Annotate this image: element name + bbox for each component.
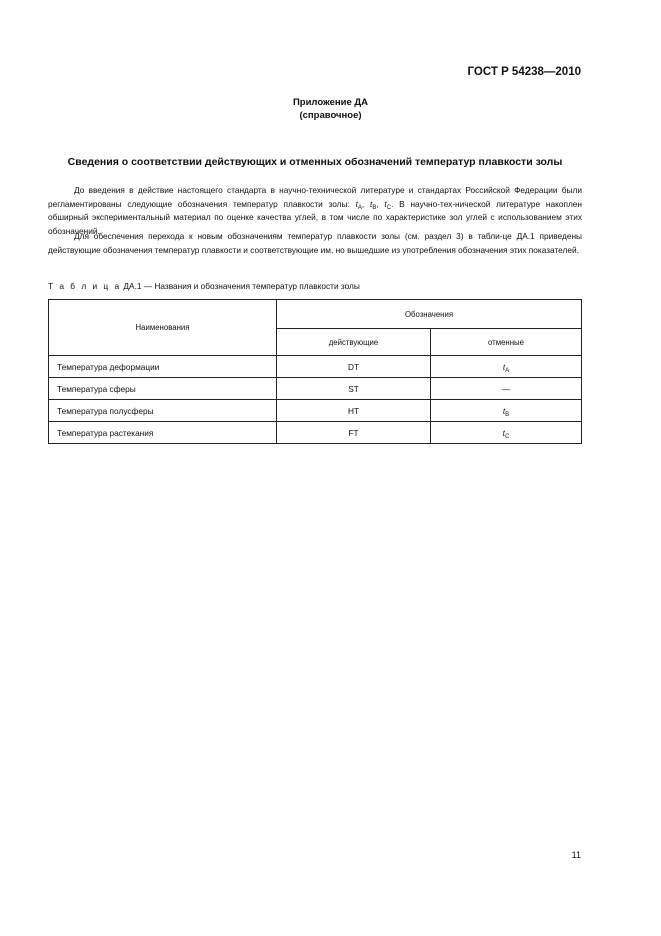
row-old: — [431,378,582,400]
table-row [49,400,582,422]
row-old [431,400,582,422]
paragraph-2 [48,230,582,257]
table-caption [48,281,360,291]
col-header-current: действующие [277,329,431,356]
col-header-name: Наименования [49,300,277,356]
symbol-sub: C [386,204,392,211]
row-current: DT [277,356,431,378]
col-header-group: Обозначения [277,300,582,329]
col-header-old: отменные [431,329,582,356]
row-old [431,422,582,444]
symbol-sub: C [504,433,510,440]
appendix-label: Приложение ДА [292,97,369,108]
section-title: Сведения о соответствии действующих и отменных обозначений температур плавкости золы [67,156,563,168]
appendix-kind: (справочное) [299,110,362,121]
symbol-separator: , [376,198,385,209]
symbol-t: t [384,198,387,209]
row-old [431,356,582,378]
appendix-heading [0,96,661,122]
paragraph-1-text-a: До введения в действие настоящего стандарта в научно-технической литературе и стандартах Российской Федерации были регламентированы следующие обозначения температур плавкости золы: [48,185,582,209]
symbol-t: t [370,198,373,209]
symbol-sub: A [357,204,362,211]
row-name: Температура полусферы [49,400,277,422]
row-name: Температура деформации [49,356,277,378]
paragraph-2-text: Для обеспечения перехода к новым обозначениям температур плавкости золы (см. раздел 3) в табли-це ДА.1 приведены действующие обозначения температур плавкости и соответствующие им, но вышедшие из употребления обозначения этих показателей. [48,231,582,255]
row-current: ST [277,378,431,400]
symbol-t: t [502,361,506,372]
symbol-separator: , [361,198,370,209]
symbol-sub: B [372,204,377,211]
row-name: Температура сферы [49,378,277,400]
table-caption-text: ДА.1 — Названия и обозначения температур плавкости золы [121,281,360,291]
table-row [49,356,582,378]
table-caption-prefix: Т а б л и ц а [48,281,122,291]
symbol-t: t [502,427,505,438]
melting-temperatures-table [48,299,582,444]
table-row [49,422,582,444]
symbol-sub: B [505,411,510,418]
symbol-t: t [502,405,506,416]
row-name: Температура растекания [49,422,277,444]
page-number: 11 [571,850,581,860]
symbol-sub: A [505,367,510,374]
row-current: HT [277,400,431,422]
paragraph-1-text-b: . В научно-тех-нической литературе накоплен обширный экспериментальный материал по оценке качества углей, в том числе по характеристике зол углей с использованием этих обозначений. [48,198,582,236]
row-current: FT [277,422,431,444]
standard-code: ГОСТ Р 54238—2010 [467,66,581,78]
table-row [49,378,582,400]
symbol-t: t [355,198,358,209]
